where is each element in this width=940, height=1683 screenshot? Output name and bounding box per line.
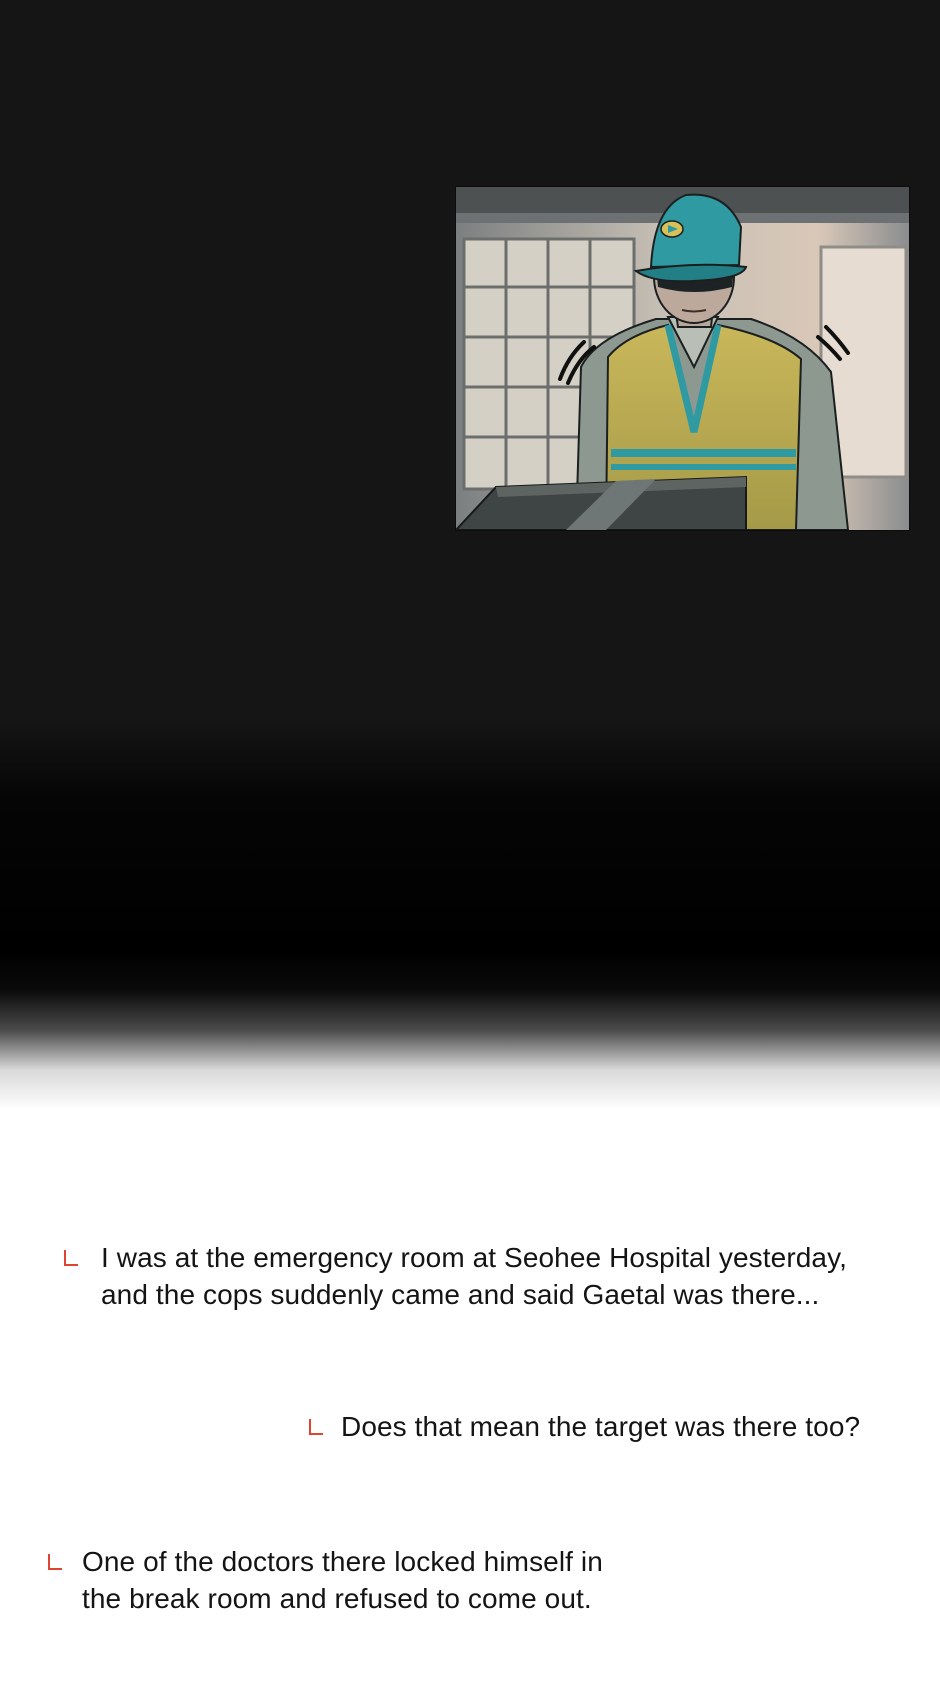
- comment-2: [341, 1408, 921, 1445]
- comment-2-line-1: Does that mean the target was there too?: [341, 1411, 861, 1442]
- comment-3-line-2: the break room and refused to come out.: [82, 1583, 592, 1614]
- reply-corner-icon: [64, 1250, 78, 1266]
- reply-corner-icon: [309, 1419, 323, 1435]
- comment-3-line-1: One of the doctors there locked himself in: [82, 1546, 603, 1577]
- comic-panel-delivery-man: [455, 186, 910, 531]
- comment-1: [101, 1239, 901, 1313]
- comment-3: [82, 1543, 782, 1617]
- delivery-man-illustration: [456, 187, 909, 530]
- comment-1-line-2: and the cops suddenly came and said Gaetal was there...: [101, 1279, 820, 1310]
- comment-1-line-1: I was at the emergency room at Seohee Hospital yesterday,: [101, 1242, 848, 1273]
- reply-corner-icon: [48, 1554, 62, 1570]
